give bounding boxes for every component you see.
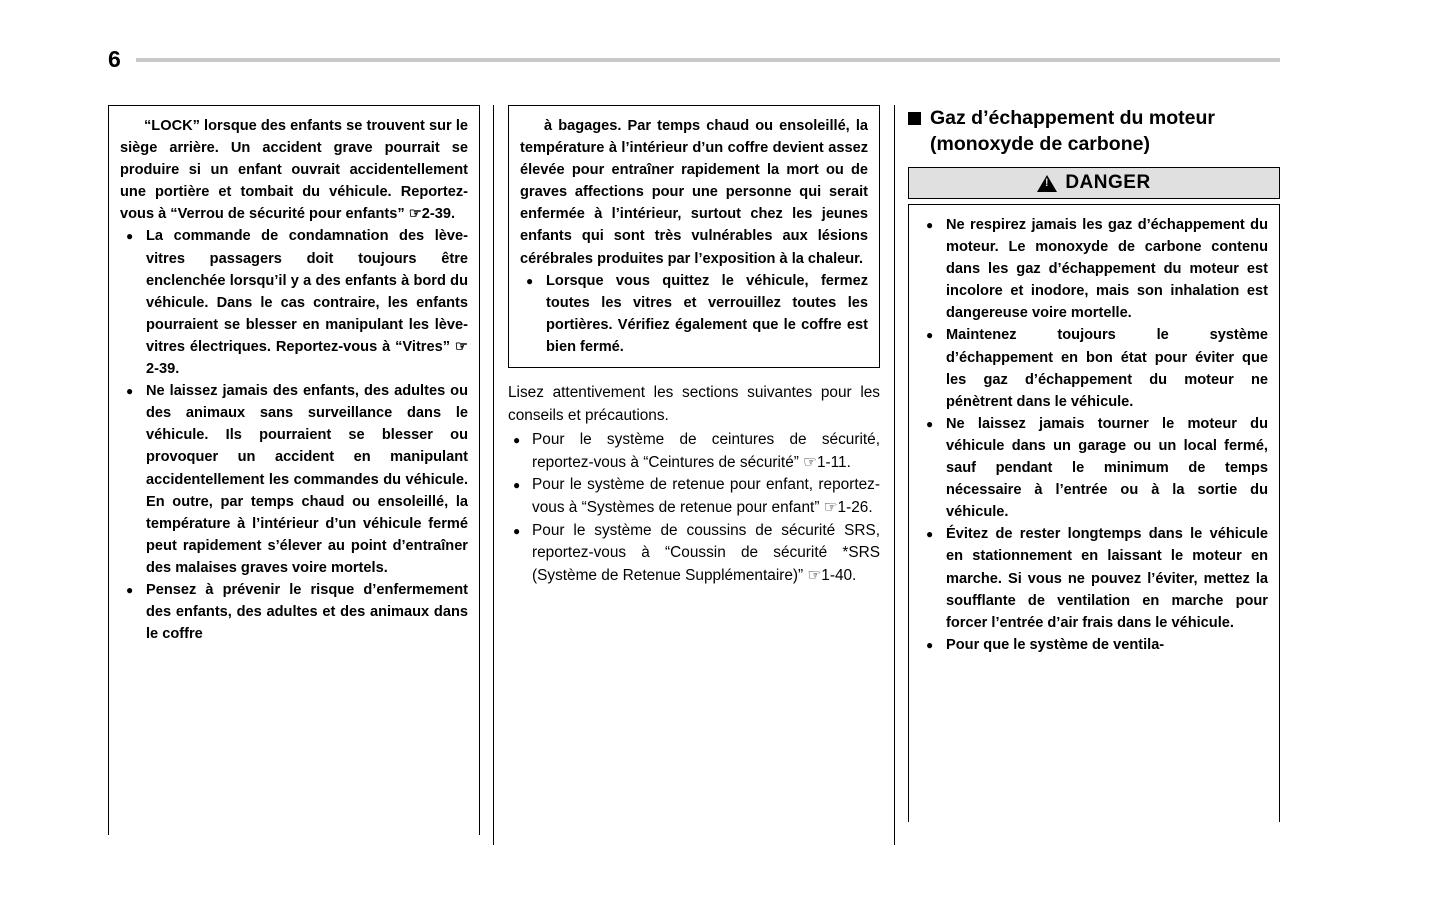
header-rule [136, 58, 1280, 62]
danger-banner [908, 167, 1280, 199]
list-item-text: Pour le système de coussins de sécurité SRS, reportez-vous à “Coussin de sécurité *SRS (Système de Retenue Supplémentaire)” ☞1-40. [532, 521, 880, 584]
warning-box-col3 [908, 204, 1280, 822]
column-divider-1 [493, 105, 494, 845]
warning-item [920, 634, 1268, 656]
warning-item-text: Pensez à prévenir le risque d’enfermement des enfants, des adultes et des animaux dans le coffre [146, 581, 468, 643]
warning-item [120, 115, 468, 225]
bullet-icon: ● [926, 416, 934, 431]
bullet-icon: ● [926, 527, 934, 542]
reference-list [508, 429, 880, 587]
warning-item [920, 214, 1268, 324]
warning-item [920, 324, 1268, 412]
warning-item-text: Maintenez toujours le système d’échappement en bon état pour éviter que les gaz d’échappement du moteur ne pénètrent dans le véhicule. [946, 327, 1268, 410]
warning-item-text: Évitez de rester longtemps dans le véhicule en stationnement en laissant le moteur en marche. Si vous ne pouvez l’éviter, mettez la soufflante de ventilation en marche pour forcer l’entrée d’air frais dans le véhicule. [946, 526, 1268, 631]
bullet-icon: ● [926, 637, 934, 652]
warning-item-text: La commande de condamnation des lève-vitres passagers doit toujours être enclenchée lorsqu’il y a des enfants à bord du véhicule. Dans le cas contraire, les enfants pourraient se blesser en manipulant les lève-vitres électriques. Reportez-vous à “Vitres” ☞2-39. [146, 228, 468, 378]
list-item [508, 429, 880, 474]
intro-paragraph: Lisez attentivement les sections suivantes pour les conseils et précautions. [508, 384, 880, 424]
column-divider-2 [894, 105, 895, 845]
warning-item [920, 523, 1268, 633]
warning-box-col1 [108, 105, 480, 835]
warning-list-col3 [920, 214, 1268, 656]
warning-item [120, 380, 468, 579]
square-bullet-icon [908, 112, 921, 125]
warning-item-text: Lorsque vous quittez le véhicule, fermez toutes les vitres et verrouillez toutes les portières. Vérifiez également que le coffre est bien fermé. [546, 272, 868, 355]
warning-item-text: à bagages. Par temps chaud ou ensoleillé, la température à l’intérieur d’un coffre devient assez élevée pour entraîner rapidement la mort ou de graves affections pour une personne qui serait enfermée à l’intérieur, surtout chez les jeunes enfants qui sont très vulnérables aux lésions cérébrales produites par l’exposition à la chaleur. [520, 118, 868, 267]
warning-item-text: Ne laissez jamais tourner le moteur du véhicule dans un garage ou un local fermé, sauf pendant le minimum de temps nécessaire à l’entrée ou à la sortie du véhicule. [946, 415, 1268, 521]
warning-item-text: Ne respirez jamais les gaz d’échappement du moteur. Le monoxyde de carbone contenu dans les gaz d’échappement du moteur est incolore et inodore, mais son inhalation est dangereuse voire mortelle. [946, 217, 1268, 322]
warning-item [520, 115, 868, 270]
page-header [108, 44, 1280, 74]
bullet-icon: ● [513, 433, 521, 448]
bullet-icon: ● [513, 523, 521, 538]
page-number: 6 [108, 46, 121, 72]
warning-list-col1 [120, 115, 468, 645]
column-1 [108, 105, 480, 845]
bullet-icon: ● [126, 229, 134, 244]
bullet-icon: ● [126, 582, 134, 597]
bullet-icon: ● [513, 478, 521, 493]
warning-box-col2 [508, 105, 880, 368]
warning-item [920, 413, 1268, 523]
warning-item [120, 225, 468, 380]
bullet-icon: ● [526, 273, 534, 288]
danger-label: DANGER [1065, 172, 1151, 193]
column-3 [908, 105, 1280, 845]
warning-item [520, 270, 868, 358]
section-heading [908, 105, 1280, 157]
warning-item-text: “LOCK” lorsque des enfants se trouvent sur le siège arrière. Un accident grave pourrait se produire si un enfant ouvrait accidentellement une portière et tombait du véhicule. Reportez-vous à “Verrou de sécurité pour enfants” ☞2-39. [120, 118, 468, 223]
warning-list-col2 [520, 115, 868, 358]
list-item [508, 520, 880, 588]
list-item [508, 474, 880, 519]
bullet-icon: ● [126, 384, 134, 399]
bullet-icon: ● [926, 328, 934, 343]
column-container [108, 105, 1280, 845]
list-item-text: Pour le système de retenue pour enfant, reportez-vous à “Systèmes de retenue pour enfant” ☞1-26. [532, 476, 880, 516]
section-heading-text: Gaz d’échappement du moteur (monoxyde de carbone) [930, 107, 1215, 155]
warning-item [120, 579, 468, 645]
warning-item-text: Pour que le système de ventila- [946, 636, 1165, 653]
list-item-text: Pour le système de ceintures de sécurité, reportez-vous à “Ceintures de sécurité” ☞1-11. [532, 431, 880, 471]
column-2 [508, 105, 880, 845]
warning-item-text: Ne laissez jamais des enfants, des adultes ou des animaux sans surveillance dans le véhicule. Ils pourraient se blesser ou provoquer un accident en manipulant accidentellement les commandes du véhicule. En outre, par temps chaud ou ensoleillé, la température à l’intérieur d’un véhicule fermé peut rapidement s’élever au point d’entraîner des malaises graves voire mortels. [146, 383, 468, 576]
bullet-icon: ● [926, 218, 934, 232]
warning-triangle-icon [1037, 175, 1057, 192]
